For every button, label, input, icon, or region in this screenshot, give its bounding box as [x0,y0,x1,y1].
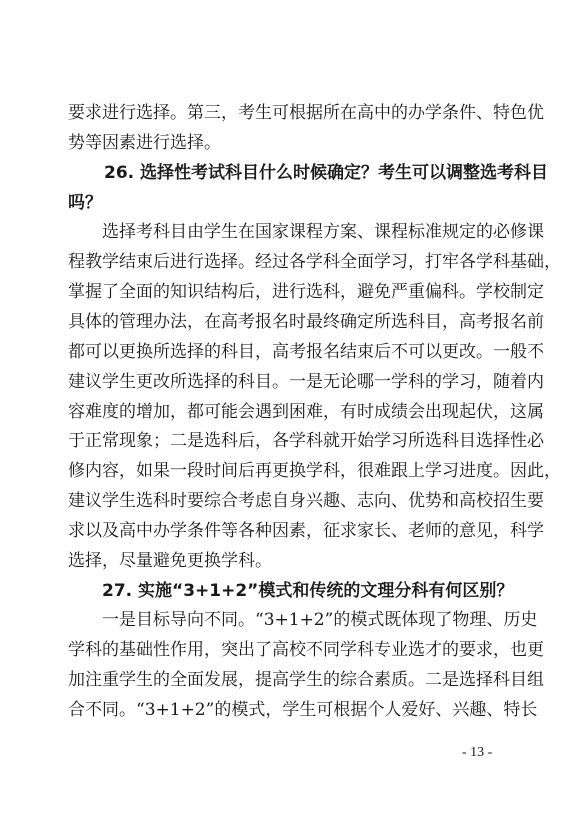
page-number: - 13 - [462,745,493,760]
text-line: 修内容，如果一段时间后再更换学科，很难跟上学习进度。因此， [68,461,561,481]
section-heading: 吗？ [68,193,102,213]
section-heading: 27. 实施“3+1+2”模式和传统的文理分科有何区别？ [102,581,514,601]
text-line: 一是目标导向不同。“3+1+2”的模式既体现了物理、历史 [102,610,538,630]
text-line: 要求进行选择。第三，考生可根据所在高中的办学条件、特色优 [68,103,544,123]
text-line: 程教学结束后进行选择。经过各学科全面学习，打牢各学科基础， [68,252,561,272]
text-line: 选择，尽量避免更换学科。 [68,551,272,571]
text-line: 容难度的增加，都可能会遇到困难，有时成绩会出现起伏，这属 [68,402,544,422]
text-line: 加注重学生的全面发展，提高学生的综合素质。二是选择科目组 [68,670,544,690]
section-heading: 26. 选择性考试科目什么时候确定？考生可以调整选考科目 [104,163,549,183]
text-line: 建议学生选科时要综合考虑自身兴趣、志向、优势和高校招生要 [68,491,544,511]
text-line: 求以及高中办学条件等各种因素，征求家长、老师的意见，科学 [68,521,544,541]
text-line: 掌握了全面的知识结构后，进行选科，避免严重偏科。学校制定 [68,282,544,302]
text-line: 都可以更换所选择的科目，高考报名结束后不可以更改。一般不 [68,342,544,362]
text-line: 建议学生更改所选择的科目。一是无论哪一学科的学习，随着内 [68,372,544,392]
text-line: 选择考科目由学生在国家课程方案、课程标准规定的必修课 [102,222,544,242]
text-line: 势等因素进行选择。 [68,133,221,153]
text-line: 学科的基础性作用，突出了高校不同学科专业选才的要求，也更 [68,640,544,660]
text-line: 具体的管理办法，在高考报名时最终确定所选科目，高考报名前 [68,312,544,332]
text-line: 合不同。“3+1+2”的模式，学生可根据个人爱好、兴趣、特长 [68,700,538,720]
text-line: 于正常现象；二是选科后，各学科就开始学习所选科目选择性必 [68,431,544,451]
